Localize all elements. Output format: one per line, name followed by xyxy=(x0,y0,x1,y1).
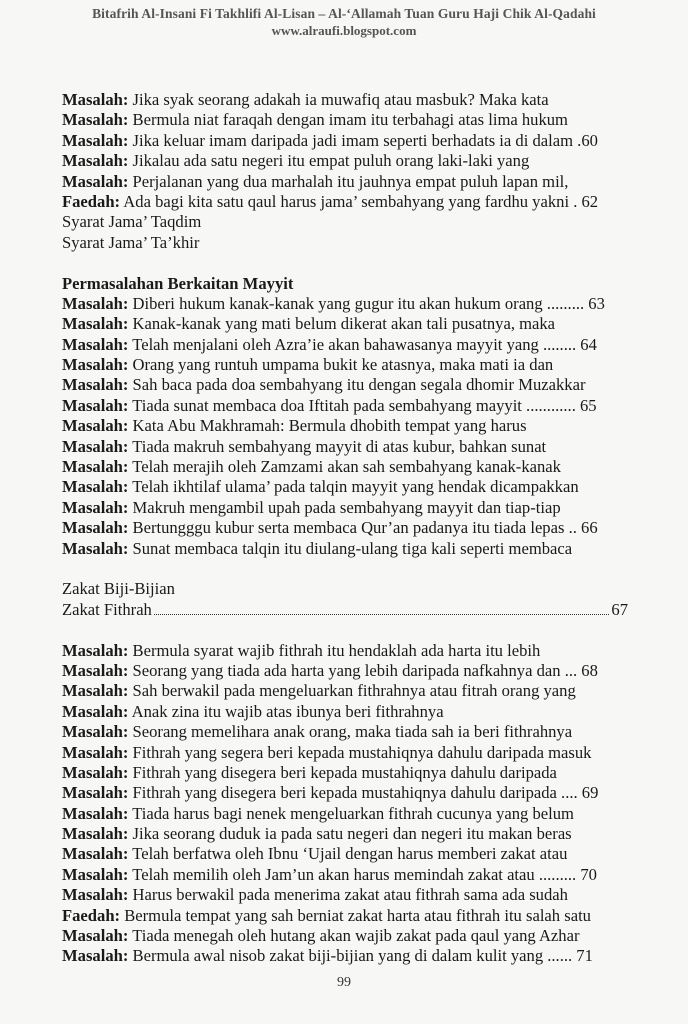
entry-text: Perjalanan yang dua marhalah itu jauhnya empat puluh lapan mil, xyxy=(128,171,569,191)
toc-entry xyxy=(62,824,628,844)
entry-text: Jika seorang duduk ia pada satu negeri dan negeri itu makan beras xyxy=(128,824,572,844)
toc-entry xyxy=(62,926,628,946)
toc-entry xyxy=(62,579,628,599)
toc-entry xyxy=(62,355,628,375)
entry-text: Telah berfatwa oleh Ibnu ‘Ujail dengan harus memberi zakat atau xyxy=(128,844,568,864)
toc-entry xyxy=(62,844,628,864)
toc-entry xyxy=(62,233,628,253)
entry-label: Masalah: xyxy=(62,783,129,803)
entry-text: Ada bagi kita satu qaul harus jama’ sembahyang yang fardhu yakni . 62 xyxy=(120,191,599,211)
entry-label: Masalah: xyxy=(62,395,129,415)
entry-label: Masalah: xyxy=(62,742,129,762)
entry-text: Tiada menegah oleh hutang akan wajib zakat pada qaul yang Azhar xyxy=(128,926,580,946)
table-of-contents xyxy=(62,90,628,967)
entry-text: Telah ikhtilaf ulama’ pada talqin mayyit yang hendak dicampakkan xyxy=(128,477,579,497)
entry-label: Masalah: xyxy=(62,314,129,334)
toc-entry xyxy=(62,437,628,457)
entry-label: Masalah: xyxy=(62,293,129,313)
toc-entry xyxy=(62,131,628,151)
toc-entry xyxy=(62,477,628,497)
entry-text: Sah baca pada doa sembahyang itu dengan segala dhomir Muzakkar xyxy=(128,375,586,395)
toc-entry xyxy=(62,661,628,681)
toc-entry xyxy=(62,151,628,171)
toc-entry xyxy=(62,946,628,966)
entry-label: Masalah: xyxy=(62,151,129,171)
toc-entry xyxy=(62,681,628,701)
toc-entry xyxy=(62,804,628,824)
entry-text: Telah memilih oleh Jam’un akan harus memindah zakat atau ......... 70 xyxy=(128,864,597,884)
entry-label: Masalah: xyxy=(62,926,129,946)
entry-text: Fithrah yang segera beri kepada mustahiqnya dahulu daripada masuk xyxy=(128,742,592,762)
entry-label: Masalah: xyxy=(62,355,129,375)
dot-leader xyxy=(154,600,610,615)
toc-entry xyxy=(62,763,628,783)
section-gap xyxy=(62,559,628,579)
entry-text: Syarat Jama’ Taqdim xyxy=(62,212,202,232)
section-heading: Permasalahan Berkaitan Mayyit xyxy=(62,273,294,293)
entry-text: Anak zina itu wajib atas ibunya beri fithrahnya xyxy=(128,701,444,721)
toc-entry xyxy=(62,396,628,416)
entry-label: Masalah: xyxy=(62,90,129,109)
entry-text: Makruh mengambil upah pada sembahyang mayyit dan tiap-tiap xyxy=(128,497,561,517)
entry-label: Masalah: xyxy=(62,171,129,191)
entry-text: Seorang memelihara anak orang, maka tiada sah ia beri fithrahnya xyxy=(128,722,573,742)
toc-entry xyxy=(62,783,628,803)
section-gap xyxy=(62,620,628,640)
toc-entry xyxy=(62,294,628,314)
entry-text: Zakat Biji-Bijian xyxy=(62,579,175,599)
entry-label: Masalah: xyxy=(62,803,129,823)
entry-text: Tiada makruh sembahyang mayyit di atas kubur, bahkan sunat xyxy=(128,436,547,456)
toc-entry xyxy=(62,192,628,212)
entry-label: Masalah: xyxy=(62,762,129,782)
entry-text: Telah menjalani oleh Azra’ie akan bahawasanya mayyit yang ........ 64 xyxy=(128,334,597,354)
entry-label: Masalah: xyxy=(62,436,129,456)
toc-entry xyxy=(62,722,628,742)
entry-text: Tiada harus bagi nenek mengeluarkan fithrah cucunya yang belum xyxy=(128,803,574,823)
entry-text: Diberi hukum kanak-kanak yang gugur itu akan hukum orang ......... 63 xyxy=(128,293,605,313)
entry-text: Syarat Jama’ Ta’khir xyxy=(62,232,200,252)
toc-entry xyxy=(62,743,628,763)
entry-page: 67 xyxy=(611,599,628,619)
entry-text: Jika syak seorang adakah ia muwafiq atau masbuk? Maka kata xyxy=(128,90,549,109)
entry-text: Bermula syarat wajib fithrah itu hendaklah ada harta itu lebih xyxy=(128,640,541,660)
toc-entry-dotted xyxy=(62,600,628,620)
running-header xyxy=(0,6,688,39)
entry-label: Masalah: xyxy=(62,457,129,477)
toc-entry xyxy=(62,172,628,192)
entry-label: Masalah: xyxy=(62,538,129,558)
entry-label: Faedah: xyxy=(62,905,121,925)
entry-label: Masalah: xyxy=(62,824,129,844)
entry-text: Jikalau ada satu negeri itu empat puluh orang laki-laki yang xyxy=(128,151,530,171)
entry-text: Seorang yang tiada ada harta yang lebih daripada nafkahnya dan ... 68 xyxy=(128,660,598,680)
entry-label: Masalah: xyxy=(62,375,129,395)
entry-text: Bertungggu kubur serta membaca Qur’an padanya itu tiada lepas .. 66 xyxy=(128,518,598,538)
toc-entry xyxy=(62,498,628,518)
entry-label: Faedah: xyxy=(62,191,121,211)
entry-text: Zakat Fithrah xyxy=(62,599,152,619)
entry-label: Masalah: xyxy=(62,416,129,436)
entry-text: Orang yang runtuh umpama bukit ke atasnya, maka mati ia dan xyxy=(128,355,554,375)
toc-entry xyxy=(62,335,628,355)
entry-text: Bermula tempat yang sah berniat zakat harta atau fithrah itu salah satu xyxy=(120,905,591,925)
entry-label: Masalah: xyxy=(62,640,129,660)
entry-text: Jika keluar imam daripada jadi imam seperti berhadats ia di dalam .60 xyxy=(128,130,598,150)
toc-entry xyxy=(62,90,628,110)
entry-label: Masalah: xyxy=(62,681,129,701)
entry-text: Fithrah yang disegera beri kepada mustahiqnya dahulu daripada xyxy=(128,762,557,782)
entry-label: Masalah: xyxy=(62,844,129,864)
entry-label: Masalah: xyxy=(62,110,129,130)
entry-label: Masalah: xyxy=(62,722,129,742)
entry-text: Telah merajih oleh Zamzami akan sah sembahyang kanak-kanak xyxy=(128,457,561,477)
entry-text: Bermula niat faraqah dengan imam itu terbahagi atas lima hukum xyxy=(128,110,568,130)
entry-text: Harus berwakil pada menerima zakat atau fithrah sama ada sudah xyxy=(128,885,568,905)
entry-label: Masalah: xyxy=(62,497,129,517)
toc-entry xyxy=(62,110,628,130)
page-number: 99 xyxy=(337,975,351,990)
toc-entry xyxy=(62,416,628,436)
entry-label: Masalah: xyxy=(62,518,129,538)
entry-label: Masalah: xyxy=(62,660,129,680)
entry-text: Kanak-kanak yang mati belum dikerat akan tali pusatnya, maka xyxy=(128,314,556,334)
entry-text: Sah berwakil pada mengeluarkan fithrahnya atau fitrah orang yang xyxy=(128,681,576,701)
toc-entry xyxy=(62,906,628,926)
toc-entry xyxy=(62,457,628,477)
toc-entry xyxy=(62,314,628,334)
entry-text: Sunat membaca talqin itu diulang-ulang tiga kali seperti membaca xyxy=(128,538,573,558)
entry-label: Masalah: xyxy=(62,334,129,354)
toc-entry xyxy=(62,702,628,722)
entry-text: Fithrah yang disegera beri kepada mustahiqnya dahulu daripada .... 69 xyxy=(128,783,599,803)
entry-label: Masalah: xyxy=(62,946,129,966)
entry-label: Masalah: xyxy=(62,885,129,905)
entry-text: Kata Abu Makhramah: Bermula dhobith tempat yang harus xyxy=(128,416,527,436)
blog-url: www.alraufi.blogspot.com xyxy=(271,23,417,38)
toc-entry xyxy=(62,885,628,905)
toc-entry xyxy=(62,865,628,885)
toc-entry xyxy=(62,375,628,395)
entry-text: Bermula awal nisob zakat biji-bijian yang di dalam kulit yang ...... 71 xyxy=(128,946,593,966)
book-title: Bitafrih Al-Insani Fi Takhlifi Al-Lisan – Al-‘Allamah Tuan Guru Haji Chik Al-Qadahi xyxy=(92,6,596,21)
entry-label: Masalah: xyxy=(62,864,129,884)
toc-entry xyxy=(62,518,628,538)
entry-label: Masalah: xyxy=(62,701,129,721)
entry-label: Masalah: xyxy=(62,477,129,497)
toc-entry xyxy=(62,539,628,559)
toc-entry xyxy=(62,212,628,232)
section-gap xyxy=(62,253,628,273)
entry-label: Masalah: xyxy=(62,130,129,150)
toc-entry xyxy=(62,641,628,661)
entry-text: Tiada sunat membaca doa Iftitah pada sembahyang mayyit ............ 65 xyxy=(128,395,597,415)
